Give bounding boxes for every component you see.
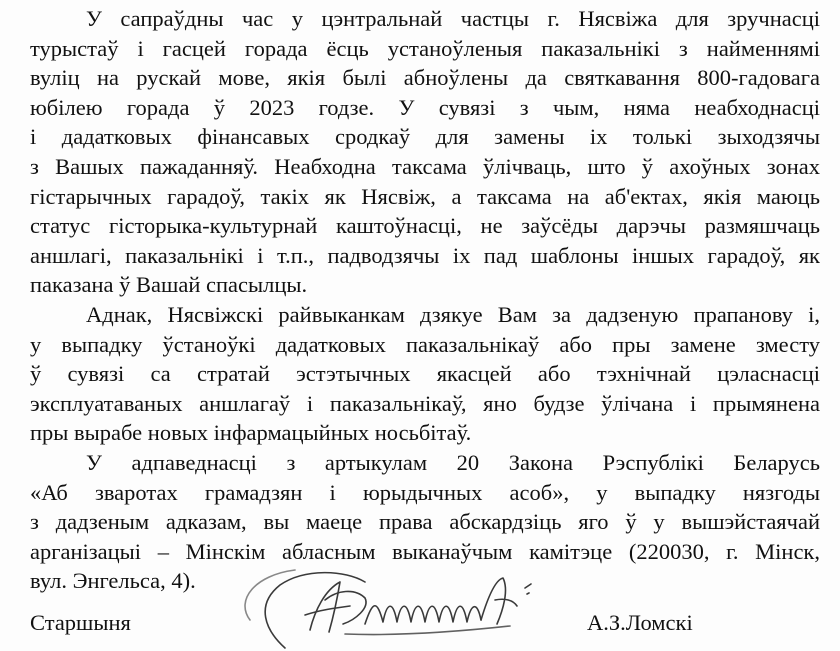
- text-line: юбілею горада ў 2023 годзе. У сувязі з чым, няма неабходнасці: [30, 94, 820, 120]
- text-line: з дадзеным адказам, вы маеце права абскардзіць яго ў у вышэйстаячай: [30, 509, 820, 535]
- position-title: Старшыня: [30, 610, 131, 635]
- text-line: Аднак, Нясвіжскі райвыканкам дзякуе Вам за дадзеную прапанову і,: [86, 301, 820, 327]
- text-line: турыстаў і гасцей горада ёсць устаноўленыя паказальнікі з найменнямі: [30, 35, 820, 61]
- signer-name: А.З.Ломскі: [587, 610, 693, 635]
- text-line: У адпаведнасці з артыкулам 20 Закона Рэспублікі Беларусь: [86, 449, 820, 475]
- paragraph: [30, 300, 820, 448]
- text-line: эксплуатаваных аншлагаў і паказальнікаў, яно будзе ўлічана і прымянена: [30, 390, 820, 416]
- text-line: пры вырабе новых інфармацыйных носьбітаў.: [30, 420, 472, 446]
- text-line: арганізацыі – Мінскім абласным выканаўчым камітэце (220030, г. Мінск,: [30, 538, 820, 564]
- paragraph: [30, 4, 820, 300]
- text-line: ў сувязі са стратай эстэтычных якасцей або тэхнічнай цэласнасці: [30, 361, 820, 387]
- handwritten-signature: [225, 560, 555, 651]
- text-line: гістарычных гарадоў, такіх як Нясвіж, а таксама на аб'ектах, якія маюць: [30, 183, 820, 209]
- text-line: «Аб зваротах грамадзян і юрыдычных асоб», у выпадку нязгоды: [30, 479, 820, 505]
- text-line: вул. Энгельса, 4).: [30, 568, 196, 594]
- text-line: з Вашых пажаданняў. Неабходна таксама ўлічваць, што ў ахоўных зонах: [30, 153, 820, 179]
- text-line: і дадатковых фінансавых сродкаў для замены іх толькі зыходзячы: [30, 124, 820, 150]
- text-line: статус гісторыка-культурнай каштоўнасці, не заўсёды дарэчы размяшчаць: [30, 213, 820, 239]
- text-line: вуліц на рускай мове, якія былі абноўлены да святкавання 800-гадовага: [30, 65, 820, 91]
- signature-block: [0, 560, 840, 651]
- text-line: У сапраўдны час у цэнтральнай частцы г. Нясвіжа для зручнасці: [86, 6, 820, 31]
- letter-body: [30, 4, 820, 596]
- text-line: у выпадку ўстаноўкі дадатковых паказальнікаў або пры замене зместу: [30, 331, 820, 357]
- text-line: аншлагі, паказальнікі і т.п., падводзячы іх пад шаблоны іншых гарадоў, як: [30, 242, 820, 268]
- text-line: паказана ў Вашай спасылцы.: [30, 272, 308, 298]
